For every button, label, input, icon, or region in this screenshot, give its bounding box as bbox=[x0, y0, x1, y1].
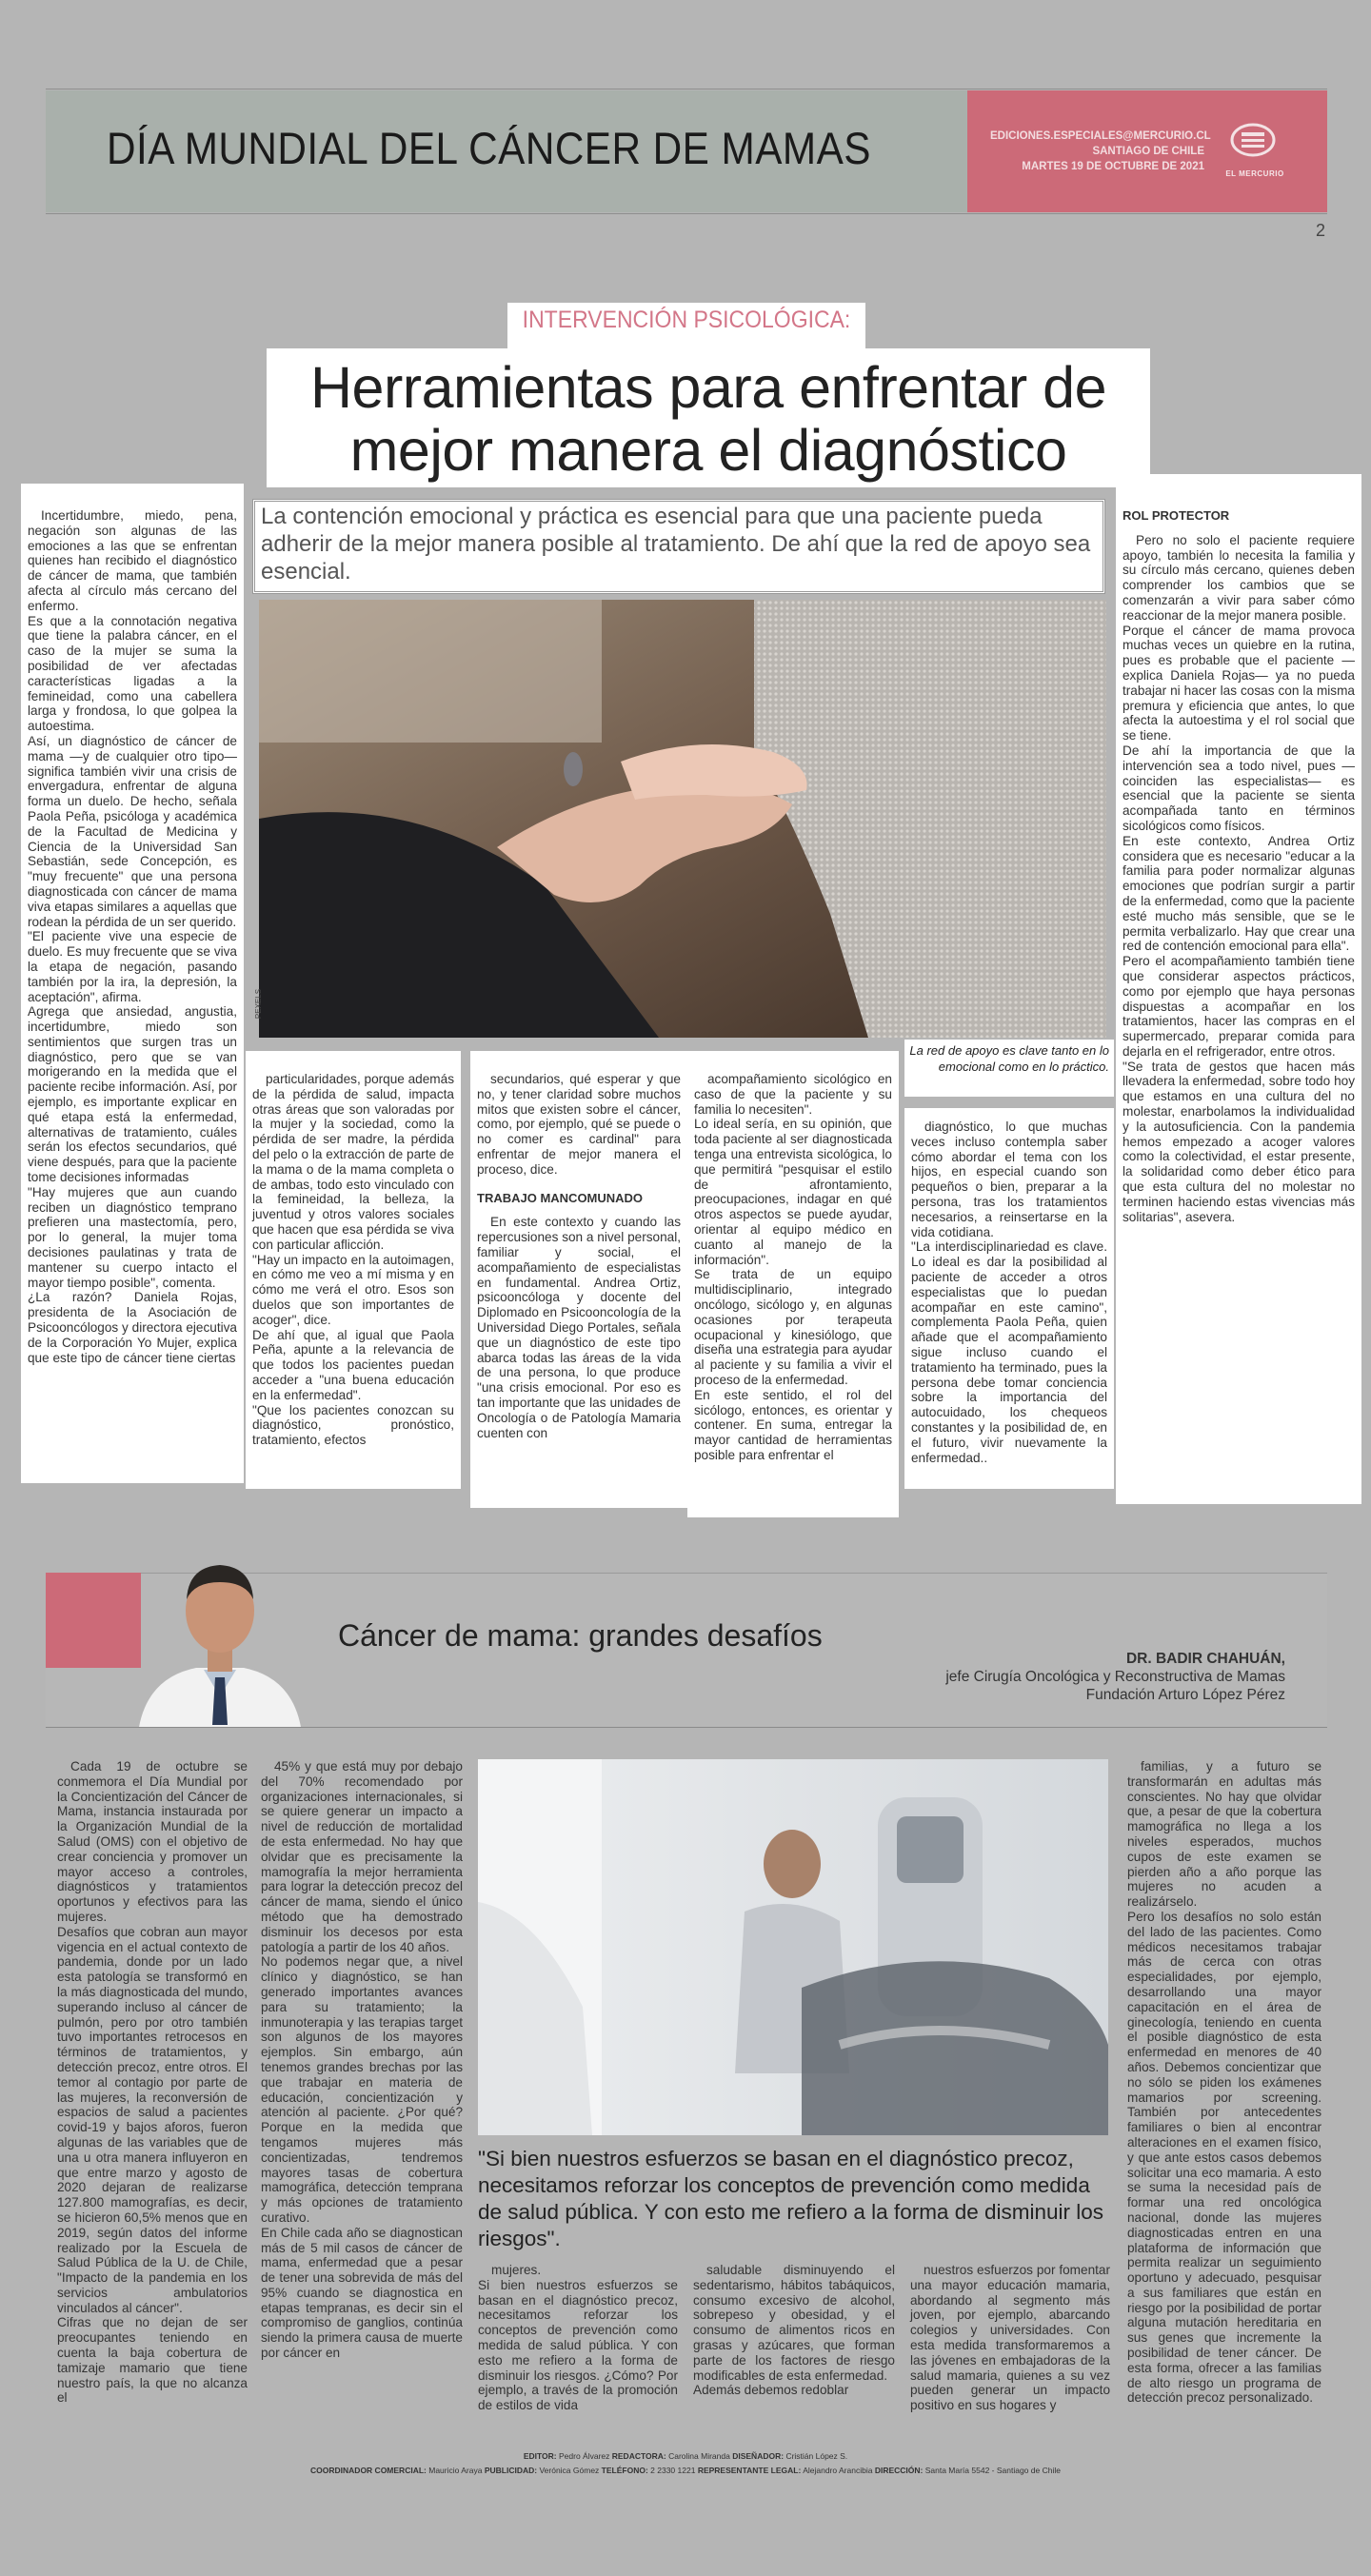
legal-name: Alejandro Arancibia bbox=[803, 2466, 873, 2475]
header-bottom-rule bbox=[46, 213, 1327, 214]
subhead-trabajo: TRABAJO MANCOMUNADO bbox=[477, 1190, 644, 1205]
opinion-column-4-text: saludable disminuyendo el sedentarismo, hábitos tabáquicos, consumo excesivo de alcohol, sobrepeso y obesidad, y el consumo de alimentos ricos en grasas y azúcares, que forman parte de los factores de riesgo modificables de esta enfermedad. Además debemos redoblar bbox=[693, 2263, 895, 2398]
ads-label: PUBLICIDAD: bbox=[484, 2466, 538, 2475]
newspaper-logo-icon bbox=[1228, 122, 1278, 158]
author-portrait bbox=[120, 1535, 320, 1727]
address-label: DIRECCIÓN: bbox=[874, 2466, 924, 2475]
opinion-column-6-text: familias, y a futuro se transformarán en adultas más conscientes. No hay que olvidar que, a pesar de que la cobertura mamográfica no llega a los niveles esperados, muchos cupos de este examen se pierden año a año porque las mujeres no acuden a realizárselo. Pero los desafíos no solo están del lado de las pacientes. Como médicos necesitamos trabajar más de cerca con otras especialidades, por ejemplo, desarrollando una mayor capacitación en el área de ginecología, teniendo en cuenta el posible diagnóstico de esta enfermedad en menores de 40 años. Debemos concientizar que no sólo se piden los exámenes mamarios por screening. También por antecedentes familiares o bien al encontrar alteraciones en el examen físico, y que ante estos casos debemos solicitar una eco mamaria. A esto se suma la necesidad país de formar una red oncológica nacional, donde las mujeres diagnosticadas entren en una plataforma de información que permita realizar un seguimiento oportuno y adecuado, pesquisar a sus familiares que están en riesgo por la posibilidad de portar alguna mutación hereditaria en sus genes que incremente la posibilidad de tener cáncer. De esta forma, ofrecer a las familias de alto riesgo un programa de detección precoz personalizado. bbox=[1127, 1759, 1321, 2406]
opinion-column-3-text: mujeres. Si bien nuestros esfuerzos se basan en el diagnóstico precoz, necesitamos reforzar los conceptos de prevención como medida de salud pública. Y con esto me refiero a la forma de disminuir los riesgos. ¿Cómo? Por ejemplo, a través de la promoción de estilos de vida bbox=[478, 2263, 678, 2413]
article-column-1 bbox=[21, 484, 244, 1483]
photo-credit: PEXELS bbox=[254, 988, 264, 1020]
header-date: MARTES 19 DE OCTUBRE DE 2021 bbox=[1022, 161, 1204, 172]
article-column-1-text: Incertidumbre, miedo, pena, negación son algunas de las emociones a las que se enfrentan quienes han recibido el diagnóstico de cáncer de mama, que también afecta al círculo más cercano del enfermo. Es que a la connotación negativa que tiene la palabra cáncer, en el caso de la mujer se suma la posibilidad de ver afectadas características ligadas a la femineidad, como una cabellera larga y frondosa, lo que golpea la autoestima. Así, un diagnóstico de cáncer de mama —y de cualquier otro tipo— significa también vivir una crisis de envergadura, enfrentar de alguna forma un duelo. De hecho, señala Paola Peña, psicóloga y académica de la Facultad de Medicina y Ciencia de la Universidad San Sebastián, sede Concepción, es "muy frecuente" que una persona diagnosticada con cáncer de mama viva etapas similares a aquellas que rodean la pérdida de un ser querido. "El paciente vive una especie de duelo. Es muy frecuente que se viva la etapa de negación, pasando también por la ira, la depresión, la aceptación", afirma. Agrega que ansiedad, angustia, incertidumbre, miedo son sentimientos que surgen tras un diagnóstico, pero que se van morigerando en la medida que el paciente recibe información. Así, por ejemplo, es importante explicar en qué etapa está la enfermedad, alternativas de tratamiento, cuáles serán los efectos secundarios, qué viene después, para que la paciente tome decisiones informadas "Hay mujeres que aun cuando reciben un diagnóstico temprano prefieren una mastectomía, pero, por lo general, la mujer toma decisiones paulatinas y trata de mantener su cuerpo intacto el mayor tiempo posible", comenta. ¿La razón? Daniela Rojas, presidenta de la Asociación de Psicooncólogos y directora ejecutiva de la Corporación Yo Mujer, explica que este tipo de cáncer tiene ciertas bbox=[28, 508, 237, 1365]
article-column-5 bbox=[904, 1108, 1114, 1489]
editor-label: EDITOR: bbox=[523, 2451, 557, 2461]
ads-name: Verónica Gómez bbox=[539, 2466, 600, 2475]
subhead-rol: ROL PROTECTOR bbox=[1123, 508, 1230, 523]
photo-caption: La red de apoyo es clave tanto en lo emocional como en lo práctico. bbox=[909, 1043, 1109, 1074]
writer-label: REDACTORA: bbox=[611, 2451, 666, 2461]
author-role-1: jefe Cirugía Oncológica y Reconstructiva de Mamas bbox=[945, 1669, 1285, 1685]
article-column-4-text: acompañamiento sicológico en caso de que la paciente y su familia lo necesiten". Lo ideal sería, en su opinión, que toda paciente al ser diagnosticada tenga una entrevista sicológica, lo que permitirá "pesquisar el estilo de afrontamiento, preocupaciones, indagar en qué otros aspectos se puede ayudar, orientar al equipo médico en cuanto al manejo de la información". Se trata de un equipo multidisciplinario, integrado oncólogo, sicólogo y, en algunas ocasiones por terapeuta ocupacional y kinesiólogo, que diseña una estrategia para ayudar al paciente y su familia a vivir el proceso de la enfermedad. En este sentido, el rol del sicólogo, entonces, es orientar y contener. En suma, entregar la mayor cantidad de herramientas posible para enfrentar el bbox=[694, 1072, 892, 1462]
pull-quote: "Si bien nuestros esfuerzos se basan en el diagnóstico precoz, necesitamos reforzar los conceptos de prevención como medida de salud pública. Y con esto me refiero a la forma de disminuir los riesgos". bbox=[478, 2147, 1104, 2250]
designer-name: Cristián López S. bbox=[785, 2451, 848, 2461]
opinion-column-1-text: Cada 19 de octubre se conmemora el Día Mundial por la Concientización del Cáncer de Mama, instancia instaurada por la Organización Mundial de la Salud (OMS) con el objetivo de crear conciencia y promover un mayor acceso a controles, diagnósticos y tratamientos oportunos y efectivos para las mujeres. Desafíos que cobran aun mayor vigencia en el actual contexto de pandemia, donde por un lado esta patología se transformó en la más diagnosticada del mundo, superando incluso al cáncer de pulmón, pero por otro también tuvo importantes retrocesos en términos de tratamientos, y detección precoz, entre otros. El temor al contagio por parte de las mujeres, la reconversión de espacios de salud a pacientes covid-19 y bajos aforos, fueron algunas de las variables que de una u otra manera influyeron en que entre marzo y agosto de 2020 dejaran de realizarse 127.800 mamografías, es decir, se hicieron 60,5% menos que en 2019, según datos del informe realizado por la Escuela de Salud Pública de la U. de Chile, "Impacto de la pandemia en los servicios ambulatorios vinculados al cáncer". Cifras que no dejan de ser preocupantes teniendo en cuenta la baja cobertura de tamizaje mamario que tiene nuestro país, la que no alcanza el bbox=[57, 1759, 248, 2406]
phone-label: TELÉFONO: bbox=[601, 2466, 648, 2475]
section-title: DÍA MUNDIAL DEL CÁNCER DE MAMAS bbox=[107, 123, 871, 173]
commercial-label: COORDINADOR COMERCIAL: bbox=[310, 2466, 427, 2475]
designer-label: DISEÑADOR: bbox=[732, 2451, 785, 2461]
article-column-3 bbox=[470, 1051, 687, 1508]
mammography-photo bbox=[478, 1759, 1108, 2135]
hands-photo bbox=[259, 600, 1106, 1038]
article-column-2-text: particularidades, porque además de la pérdida de salud, impacta otras áreas que son valoradas por la mujer y la sociedad, como la pérdida de ser madre, la pérdida del pelo o la extracción de parte de la mama o de la mama completa o de ambas, todo esto vinculado con la femineidad, la belleza, la juventud y otros valores sociales que hacen que esa pérdida se viva con particular aflicción. "Hay un impacto en la autoimagen, en cómo me veo a mí misma y en cómo me verá el otro. Esos son duelos que son importantes de acoger", dice. De ahí que, al igual que Paola Peña, apunte a la relevancia de que todos los pacientes puedan acceder a "una buena educación en la enfermedad". "Que los pacientes conozcan su diagnóstico, pronóstico, tratamiento, efectos bbox=[252, 1072, 454, 1448]
legal-label: REPRESENTANTE LEGAL: bbox=[697, 2466, 802, 2475]
opinion-column-5-text: nuestros esfuerzos por fomentar una mayor educación mamaria, abordando al segmento más joven, por ejemplo, abarcando colegios y universidades. Con esta medida transformaremos a las jóvenes en embajadoras de la salud mamaria, quienes a su vez pueden generar un impacto positivo en sus hogares y bbox=[910, 2263, 1110, 2413]
page-number: 2 bbox=[1316, 221, 1326, 240]
opinion-column-4 bbox=[693, 2263, 895, 2398]
address-text: Santa María 5542 - Santiago de Chile bbox=[924, 2466, 1061, 2475]
author-name: DR. BADIR CHAHUÁN, bbox=[1125, 1651, 1285, 1667]
headline: Herramientas para enfrentar de mejor manera el diagnóstico bbox=[309, 355, 1107, 483]
article-column-6 bbox=[1116, 474, 1361, 1504]
credits-line-1 bbox=[0, 2451, 1371, 2461]
opinion-column-2 bbox=[261, 1759, 463, 2361]
lead-paragraph: La contención emocional y práctica es esencial para que una paciente pueda adherir de la mejor manera posible al tratamiento. De ahí que la red de apoyo sea esencial. bbox=[261, 504, 1091, 585]
article-column-5-text: diagnóstico, lo que muchas veces incluso contempla saber cómo abordar el tema con los hijos, en especial cuando son pequeños o bien, preparar a la persona, tras los tratamientos necesarios, a reinsertarse en la vida cotidiana. "La interdisciplinariedad es clave. Lo ideal es dar la posibilidad al paciente de acceder a otros especialistas que lo puedan acompañar en este camino", complementa Paola Peña, quien añade que el acompañamiento sigue incluso cuando el tratamiento ha terminado, pues la persona debe tomar conciencia sobre la importancia del autocuidado, los chequeos constantes y la posibilidad de, en el futuro, vivir nuevamente la enfermedad.. bbox=[911, 1120, 1107, 1465]
kicker: INTERVENCIÓN PSICOLÓGICA: bbox=[522, 307, 851, 333]
article-column-4 bbox=[687, 1051, 899, 1517]
header-email[interactable]: EDICIONES.ESPECIALES@MERCURIO.CL bbox=[990, 130, 1211, 142]
opinion-column-3 bbox=[478, 2263, 678, 2413]
editor-name: Pedro Álvarez bbox=[558, 2451, 610, 2461]
header-city: SANTIAGO DE CHILE bbox=[1092, 146, 1204, 157]
article-column-3a-text: secundarios, qué esperar y que no, y tener claridad sobre muchos mitos que existen sobre el cáncer, como, por ejemplo, qué se puede o no comer es cardinal" para enfrentar de mejor manera el proceso, dice. bbox=[477, 1072, 681, 1177]
opinion-column-2-text: 45% y que está muy por debajo del 70% recomendado por organizaciones internacionales, si se quiere generar un impacto a nivel de reducción de mortalidad de esta enfermedad. No hay que olvidar que es precisamente la mamografía la mejor herramienta para lograr la detección precoz del cáncer de mama, siendo el único método que ha demostrado disminuir los decesos por esta patología a partir de los 40 años. No podemos negar que, a nivel clínico y diagnóstico, se han generado importantes avances para su tratamiento; la inmunoterapia y las terapias target son algunos de los mayores ejemplos. Sin embargo, aún tenemos grandes brechas por las que trabajar en materia de educación, concientización y atención al paciente. ¿Por qué? Porque en la medida que tengamos mujeres más concientizadas, tendremos mayores tasas de cobertura mamográfica, detección temprana y más opciones de tratamiento curativo. En Chile cada año se diagnostican más de 5 mil casos de cáncer de mama, enfermedad que a pesar de tener una sobrevida de más del 95% cuando se diagnostica en etapas tempranas, es decir sin el compromiso de ganglios, continúa siendo la primera causa de muerte por cáncer en bbox=[261, 1759, 463, 2361]
phone-number: 2 2330 1221 bbox=[650, 2466, 696, 2475]
logo-text: EL MERCURIO bbox=[1225, 169, 1284, 178]
commercial-name: Mauricio Araya bbox=[428, 2466, 483, 2475]
article-column-2 bbox=[246, 1051, 461, 1489]
credits-line-2 bbox=[0, 2466, 1371, 2475]
opinion-author bbox=[876, 1650, 1285, 1704]
opinion-column-6 bbox=[1127, 1759, 1321, 2406]
article-column-3b-text: En este contexto y cuando las repercusiones son a nivel personal, familiar y social, el acompañamiento de especialistas en fundamental. Andrea Ortiz, psicooncóloga y docente del Diplomado en Psicooncología de la Universidad Diego Portales, señala que un diagnóstico de este tipo abarca todas las áreas de la vida de una persona, lo que produce "una crisis emocional. Por eso es tan importante que las unidades de Oncología o de Patología Mamaria cuenten con bbox=[477, 1215, 681, 1440]
author-role-2: Fundación Arturo López Pérez bbox=[1085, 1687, 1285, 1703]
opinion-title: Cáncer de mama: grandes desafíos bbox=[338, 1618, 823, 1653]
header-info bbox=[990, 129, 1211, 174]
opinion-column-1 bbox=[57, 1759, 248, 2406]
opinion-column-5 bbox=[910, 2263, 1110, 2413]
article-column-6-text: Pero no solo el paciente requiere apoyo, también lo necesita la familia y su círculo más cercano, quienes deben comprender los cambios que se comenzarán a vivir para saber cómo reaccionar de la mejor manera posible. Porque el cáncer de mama provoca muchas veces un quiebre en la rutina, pues es probable que el paciente —explica Daniela Rojas— ya no pueda trabajar ni hacer las cosas con la misma premura y eficiencia que antes, lo que afecta la autoestima y el rol social que se tiene. De ahí la importancia de que la intervención sea a todo nivel, pues —coinciden las especialistas— es esencial que la paciente se sienta acompañada tanto en términos sicológicos como físicos. En este contexto, Andrea Ortiz considera que es necesario "educar a la familia para poder normalizar algunas emociones que podrían surgir a partir de la enfermedad, como que la paciente esté mucho más sensible, que se le permita verbalizarlo. Hay que crear una red de contención emocional para ella". Pero el acompañamiento también tiene que considerar aspectos prácticos, como por ejemplo que haya personas dispuestas a acompañar en los tratamientos, hacer las compras en el supermercado, preparar comida para dejarla en el refrigerador, entre otros. "Se trata de gestos que hacen más llevadera la enfermedad, sobre todo hoy que estamos en una cultura del no molestar, enarbolamos la individualidad y la autosuficiencia. Con la pandemia hemos empezado a acoger valores como la colectividad, el estar presente, la solidaridad como deber ético para que esta cultura del no molestar no terminen haciendo estas vivencias más solitarias", asevera. bbox=[1123, 532, 1355, 1224]
writer-name: Carolina Miranda bbox=[668, 2451, 730, 2461]
